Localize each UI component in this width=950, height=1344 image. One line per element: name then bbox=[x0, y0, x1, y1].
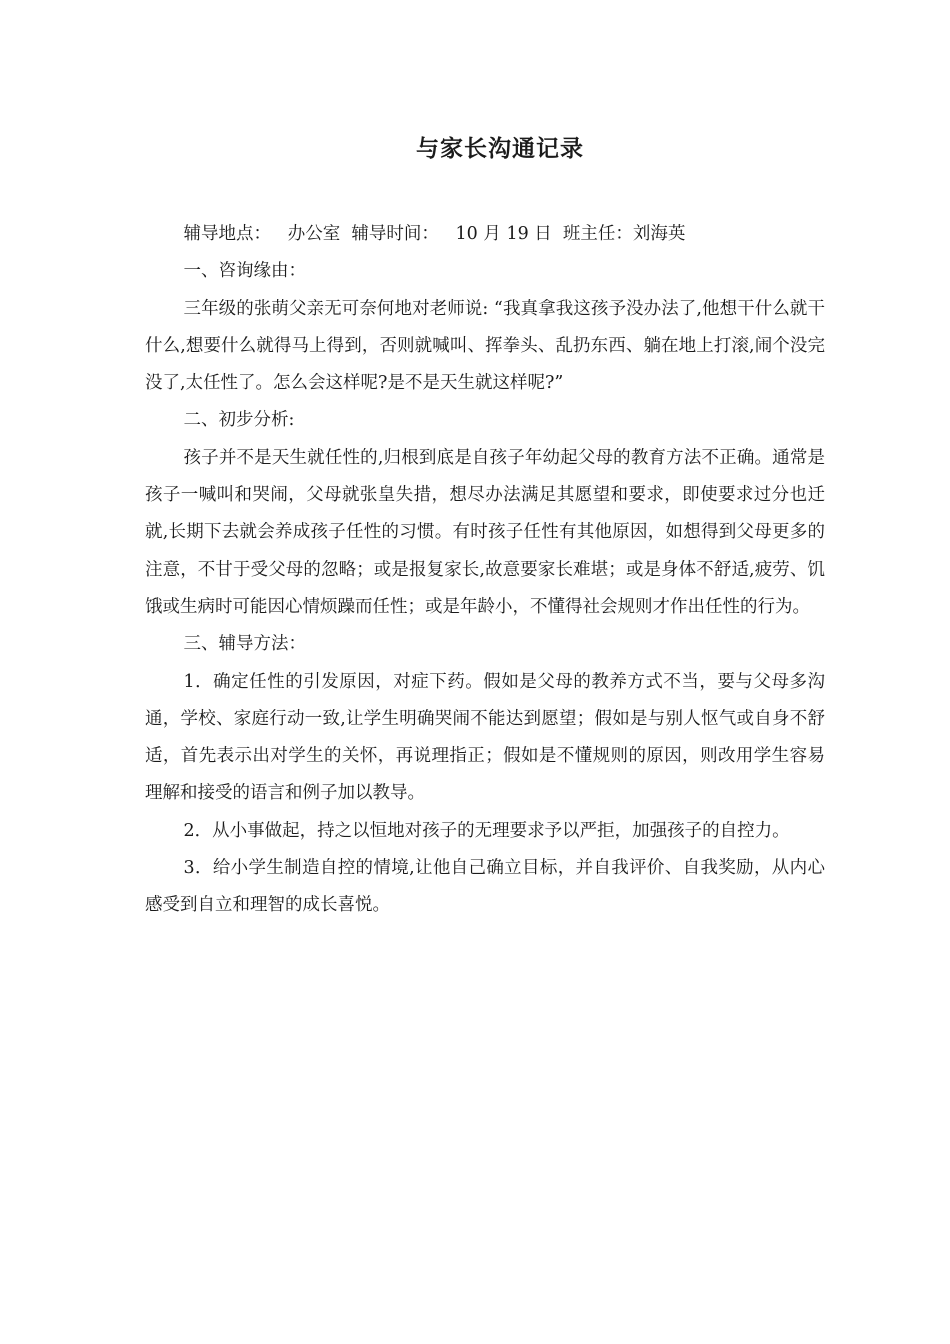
document-title: 与家长沟通记录 bbox=[416, 135, 584, 162]
place-value: 办公室 bbox=[287, 224, 341, 244]
info-line bbox=[145, 216, 825, 253]
section1-heading: 一、咨询缘由： bbox=[183, 261, 306, 282]
teacher-label: 班主任： bbox=[562, 224, 633, 244]
method-item-3: 3．给小学生制造自控的情境,让他自己确立目标，并自我评价、自我奖励，从内心感受到自立和理智的成长喜悦。 bbox=[145, 858, 825, 916]
time-value: 10 月 19 日 bbox=[455, 224, 552, 244]
method-item-2: 2．从小事做起，持之以恒地对孩子的无理要求予以严拒，加强孩子的自控力。 bbox=[183, 820, 790, 841]
time-label: 辅导时间： bbox=[351, 224, 439, 244]
teacher-value: 刘海英 bbox=[632, 224, 686, 244]
place-label: 辅导地点： bbox=[183, 224, 271, 244]
section3-heading: 三、辅导方法： bbox=[183, 634, 306, 655]
document-body bbox=[145, 216, 825, 925]
section1-paragraph: 三年级的张萌父亲无可奈何地对老师说: “我真拿我这孩予没办法了,他想干什么就干什么,想要什么就得马上得到，否则就喊叫、挥拳头、乱扔东西、躺在地上打滚,闹个没完没了,太任性了。怎么会这样呢?是不是天生就这样呢?” bbox=[145, 298, 825, 394]
section2-paragraph: 孩子并不是天生就任性的,归根到底是自孩子年幼起父母的教育方法不正确。通常是孩子一喊叫和哭闹，父母就张皇失措，想尽办法满足其愿望和要求，即使要求过分也迁就,长期下去就会养成孩子任性的习惯。有时孩子任性有其他原因，如想得到父母更多的注意，不甘于受父母的忽略；或是报复家长,故意要家长难堪；或是身体不舒适,疲劳、饥饿或生病时可能因心情烦躁而任性；或是年龄小，不懂得社会规则才作出任性的行为。 bbox=[145, 447, 825, 617]
method-item-1: 1．确定任性的引发原因，对症下药。假如是父母的教养方式不当，要与父母多沟通，学校、家庭行动一致,让学生明确哭闹不能达到愿望；假如是与别人怄气或自身不舒适，首先表示出对学生的关怀，再说理指正；假如是不懂规则的原因，则改用学生容易理解和接受的语言和例子加以教导。 bbox=[145, 671, 825, 804]
section2-heading: 二、初步分析: bbox=[183, 410, 295, 431]
